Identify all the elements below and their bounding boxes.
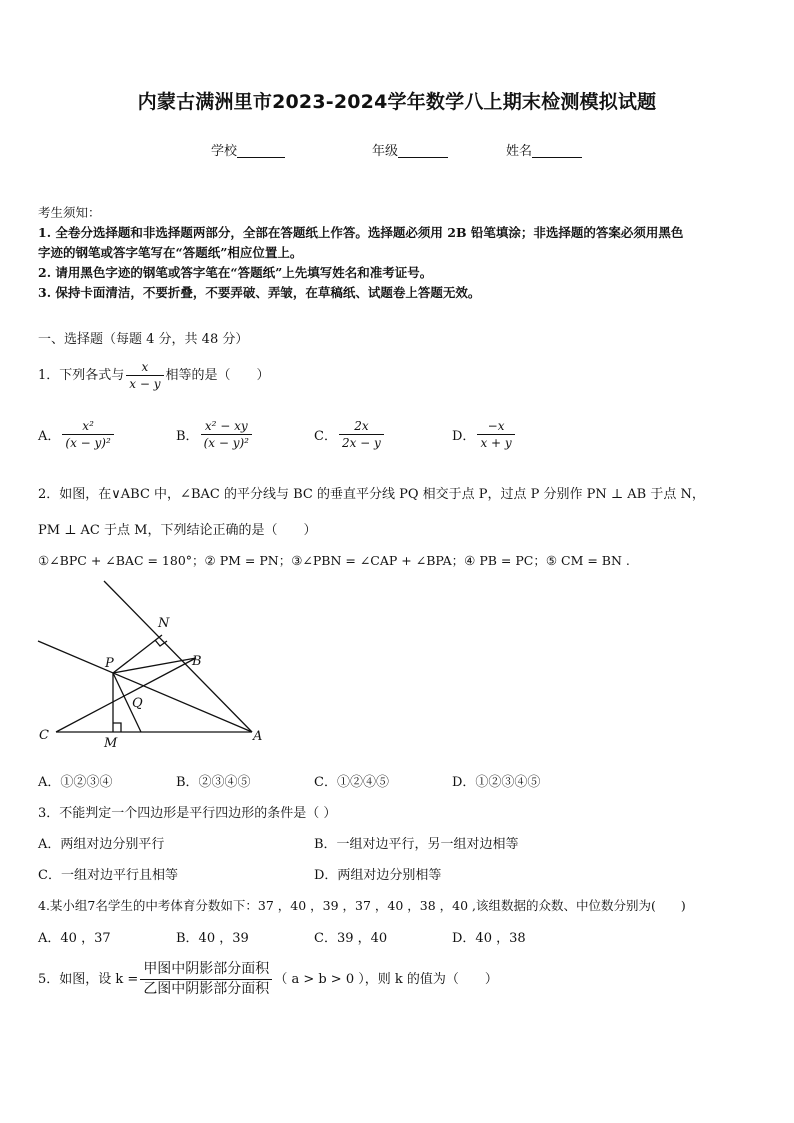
q1-option-d[interactable] (452, 418, 517, 451)
q4-option-b[interactable]: B．40 ，39 (176, 931, 249, 946)
q1-prefix: 1．下列各式与 (38, 368, 125, 383)
q2-option-a[interactable]: A．①②③④ (38, 775, 113, 790)
q1-option-b-num: x² − xy (201, 418, 252, 435)
school-blank[interactable] (237, 143, 285, 158)
label-p: P (105, 656, 114, 671)
q1-option-d-label: D． (452, 429, 476, 444)
q1-option-a-frac (62, 418, 113, 451)
q2-option-b[interactable]: B．②③④⑤ (176, 775, 251, 790)
q3-option-b[interactable]: B．一组对边平行，另一组对边相等 (314, 837, 519, 852)
right-angle-mark-n (155, 640, 167, 646)
angle-bisector-line (38, 641, 252, 732)
q1-option-b-frac (201, 418, 252, 451)
label-c: C (39, 728, 49, 743)
q4-option-a[interactable]: A．40 ，37 (38, 931, 111, 946)
section-heading: 一、选择题（每题 4 分，共 48 分） (38, 332, 249, 347)
name-blank[interactable] (532, 143, 582, 158)
right-angle-mark-m (113, 723, 121, 732)
line-c-to-b (56, 658, 196, 732)
name-field (506, 140, 582, 159)
page-title: 内蒙古满洲里市2023-2024学年数学八上期末检测模拟试题 (137, 91, 657, 113)
grade-label: 年级 (372, 144, 399, 159)
question-5-stem (38, 958, 498, 1002)
q3-option-d[interactable]: D．两组对边分别相等 (314, 868, 442, 883)
q1-option-a[interactable] (38, 418, 116, 451)
label-m: M (104, 736, 118, 751)
grade-field (372, 140, 448, 159)
school-field (211, 140, 285, 159)
q1-option-a-label: A． (38, 429, 61, 444)
q1-option-b-label: B． (176, 429, 199, 444)
line-pn (113, 635, 162, 673)
question-4-stem: 4.某小组7名学生的中考体育分数如下：37 ，40 ，39 ，37 ，40 ，38 ，40 ,该组数据的众数、中位数分别为( ) (38, 898, 686, 913)
notice-item-1-cont: 字迹的钢笔或答字笔写在“答题纸”相应位置上。 (38, 245, 303, 260)
notice-block (38, 203, 758, 303)
q4-option-c[interactable]: C．39 ，40 (314, 931, 388, 946)
question-2-statements: ①∠BPC + ∠BAC = 180°；② PM = PN；③∠PBN = ∠CAP + ∠BPA；④ PB = PC；⑤ CM = BN . (38, 553, 630, 568)
q1-suffix: 相等的是（ ） (165, 368, 270, 383)
q1-option-b[interactable] (176, 418, 254, 451)
line-a-to-n (104, 581, 252, 732)
q5-prefix: 5．如图，设 k = (38, 972, 139, 987)
label-a: A (253, 729, 263, 744)
question-3-stem: 3．不能判定一个四边形是平行四边形的条件是（ ） (38, 806, 337, 821)
q1-option-c-label: C． (314, 429, 337, 444)
q4-option-d[interactable]: D．40 ，38 (452, 931, 526, 946)
q5-frac-num: 甲图中阴影部分面积 (140, 960, 272, 980)
question-1-stem (38, 358, 270, 394)
q1-option-b-den: (x − y)² (203, 436, 249, 450)
q1-option-c-num: 2x (339, 418, 384, 435)
q1-option-c[interactable] (314, 418, 386, 451)
q1-option-c-frac (339, 418, 384, 451)
q5-fraction (140, 960, 272, 999)
notice-item-1: 1. 全卷分选择题和非选择题两部分，全部在答题纸上作答。选择题必须用 2B 铅笔填涂；非选择题的答案必须用黑色 (38, 225, 684, 240)
q1-option-a-num: x² (62, 418, 113, 435)
q2-triangle-figure (30, 575, 280, 755)
line-pb (113, 658, 196, 673)
name-label: 姓名 (506, 144, 533, 159)
q1-option-d-num: −x (477, 418, 514, 435)
label-q: Q (132, 696, 143, 711)
notice-heading: 考生须知： (38, 205, 101, 220)
q1-option-d-den: x + y (480, 436, 512, 450)
q1-frac-num: x (126, 359, 163, 376)
school-label: 学校 (211, 144, 238, 159)
q2-option-d[interactable]: D．①②③④⑤ (452, 775, 541, 790)
q3-option-c[interactable]: C．一组对边平行且相等 (38, 868, 178, 883)
q1-option-d-frac (477, 418, 514, 451)
q5-frac-den: 乙图中阴影部分面积 (143, 981, 270, 997)
label-n: N (158, 616, 170, 631)
q1-option-a-den: (x − y)² (65, 436, 111, 450)
q3-option-a[interactable]: A．两组对边分别平行 (38, 837, 165, 852)
q5-suffix: （ a > b > 0 ），则 k 的值为（ ） (274, 972, 498, 987)
q1-fraction (126, 359, 163, 392)
notice-item-3: 3. 保持卡面清洁，不要折叠，不要弄破、弄皱，在草稿纸、试题卷上答题无效。 (38, 285, 481, 300)
grade-blank[interactable] (398, 143, 448, 158)
q1-frac-den: x − y (129, 377, 161, 391)
question-2-line-2: PM ⊥ AC 于点 M，下列结论正确的是（ ） (38, 523, 317, 538)
notice-item-2: 2. 请用黑色字迹的钢笔或答字笔在“答题纸”上先填写姓名和准考证号。 (38, 265, 433, 280)
label-b: B (192, 654, 202, 669)
question-2-line-1: 2．如图，在∨ABC 中，∠BAC 的平分线与 BC 的垂直平分线 PQ 相交于点 P，过点 P 分别作 PN ⊥ AB 于点 N， (38, 487, 705, 502)
q1-option-c-den: 2x − y (341, 436, 381, 450)
q2-option-c[interactable]: C．①②④⑤ (314, 775, 389, 790)
